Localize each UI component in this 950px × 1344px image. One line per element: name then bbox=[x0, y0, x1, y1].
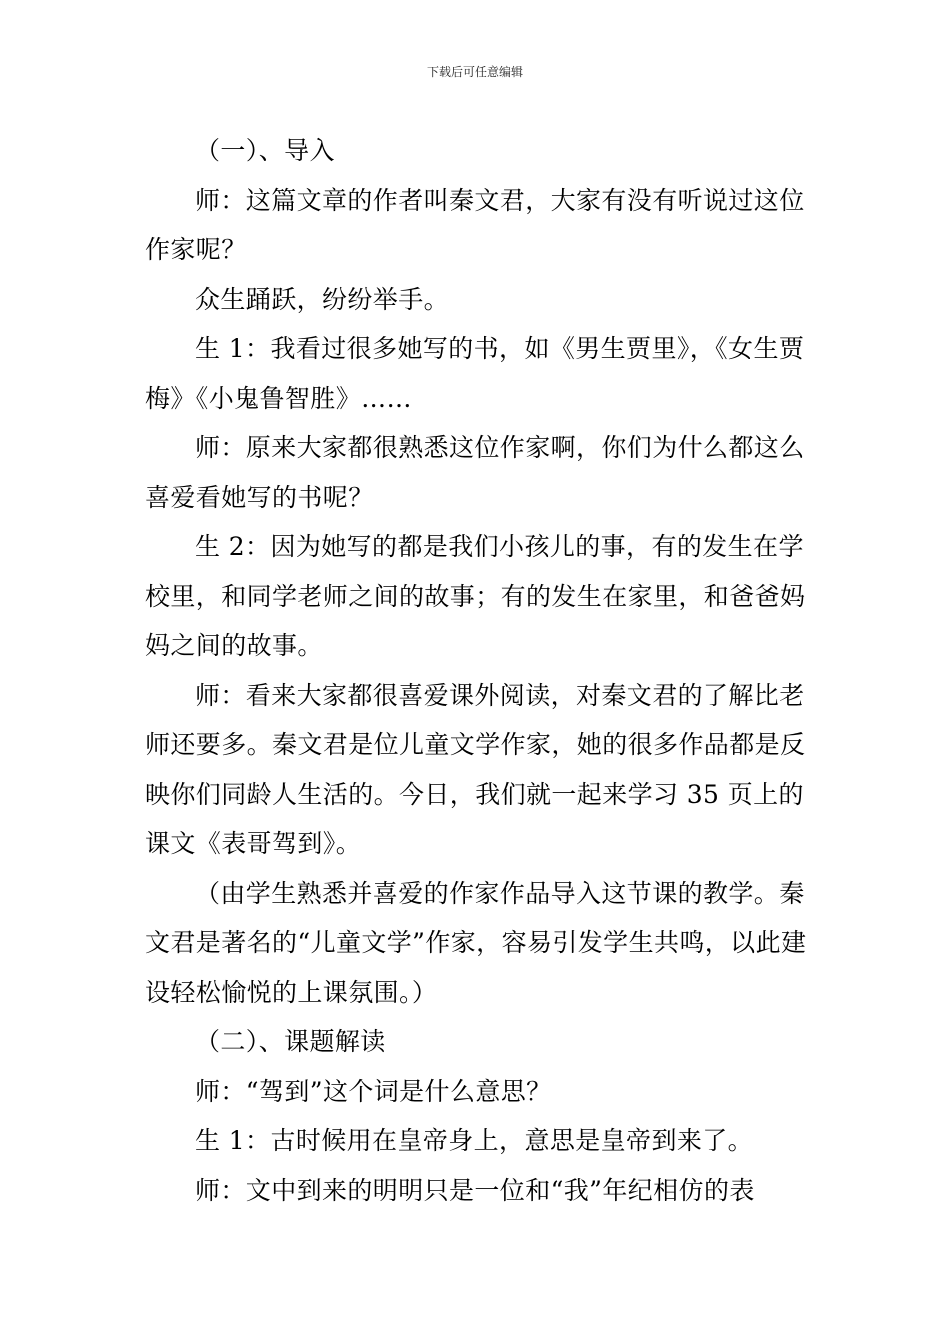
dialogue-paragraph: 生 2：因为她写的都是我们小孩儿的事，有的发生在学校里，和同学老师之间的故事；有的发生在家里，和爸爸妈妈之间的故事。 bbox=[145, 532, 806, 660]
page-header: 下载后可任意编辑 bbox=[426, 65, 523, 79]
dialogue-paragraph: 生 1：古时候用在皇帝身上，意思是皇帝到来了。 bbox=[195, 1126, 754, 1155]
document-body bbox=[145, 126, 810, 1215]
section-heading-intro: （一）、导入 bbox=[195, 136, 335, 165]
dialogue-paragraph: 师：文中到来的明明只是一位和“我”年纪相仿的表 bbox=[195, 1175, 755, 1205]
section-heading-title-reading: （二）、课题解读 bbox=[195, 1027, 386, 1056]
teaching-note-paragraph: （由学生熟悉并喜爱的作家作品导入这节课的教学。秦文君是著名的“儿童文学”作家，容易引发学生共鸣，以此建设轻松愉悦的上课氛围。） bbox=[145, 878, 807, 1007]
dialogue-paragraph: 师：原来大家都很熟悉这位作家啊，你们为什么都这么喜爱看她写的书呢？ bbox=[145, 433, 805, 512]
narration-paragraph: 众生踊跃，纷纷举手。 bbox=[195, 284, 450, 314]
dialogue-paragraph: 师：看来大家都很喜爱课外阅读，对秦文君的了解比老师还要多。秦文君是位儿童文学作家，她的很多作品都是反映你们同龄人生活的。今日，我们就一起来学习 35 页上的课文《表哥驾到》。 bbox=[145, 680, 806, 858]
dialogue-paragraph: 师：“驾到”这个词是什么意思？ bbox=[195, 1076, 552, 1106]
dialogue-paragraph: 生 1：我看过很多她写的书，如《男生贾里》，《女生贾梅》《小鬼鲁智胜》…… bbox=[145, 334, 805, 413]
dialogue-paragraph: 师：这篇文章的作者叫秦文君，大家有没有听说过这位作家呢？ bbox=[145, 185, 805, 264]
